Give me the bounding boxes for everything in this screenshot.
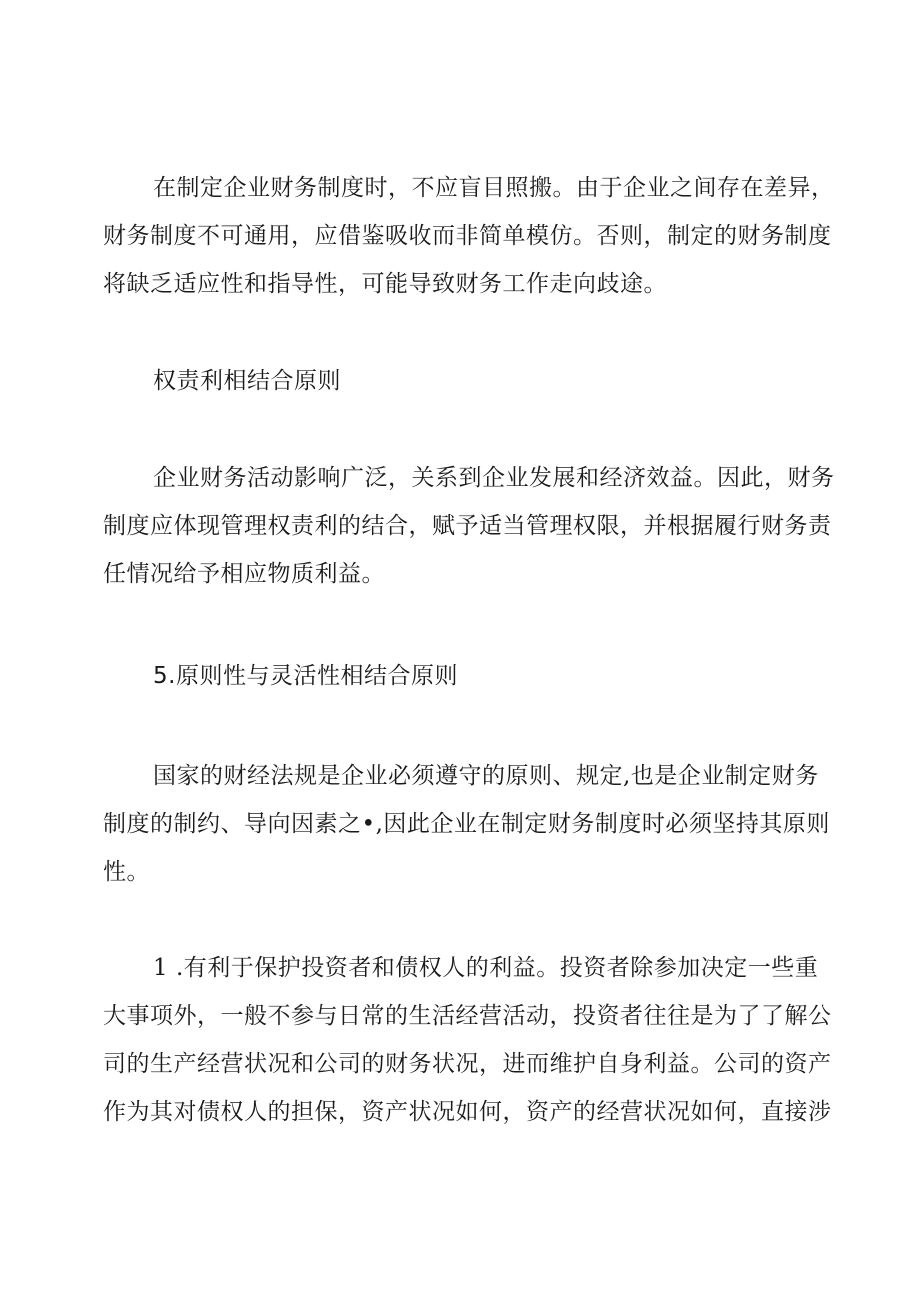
paragraph-line: 大事项外，一般不参与日常的生活经营活动，投资者往往是为了了解公 (103, 1003, 832, 1029)
paragraph-line: 司的生产经营状况和公司的财务状况，进而维护自身利益。公司的资产 (103, 1051, 832, 1077)
section-heading-rights-responsibilities: 权责利相结合原则 (153, 368, 341, 394)
paragraph-line: 性。 (103, 859, 150, 885)
paragraph-rights-responsibilities (103, 454, 835, 598)
paragraph-no-blind-copy (103, 164, 835, 308)
paragraph-line: 在制定企业财务制度时，不应盲目照搬。由于企业之间存在差异， (153, 175, 835, 201)
paragraph-line: 企业财务活动影响广泛，关系到企业发展和经济效益。因此，财务 (153, 465, 835, 491)
paragraph-line: 将缺乏适应性和指导性，可能导致财务工作走向歧途。 (103, 271, 667, 297)
paragraph-line: 作为其对债权人的担保，资产状况如何，资产的经营状况如何，直接涉 (103, 1099, 832, 1125)
paragraph-line: 制度的制约、导向因素之•,因此企业在制定财务制度时必须坚持其原则 (103, 811, 830, 837)
section-heading-principle-flexibility: 5.原则性与灵活性相结合原则 (153, 663, 458, 689)
paragraph-line: 制度应体现管理权责利的结合，赋予适当管理权限，并根据履行财务责 (103, 513, 832, 539)
paragraph-line: 1 .有利于保护投资者和债权人的利益。投资者除参加决定一些重 (153, 955, 819, 981)
paragraph-line: 国家的财经法规是企业必须遵守的原则、规定,也是企业制定财务 (153, 763, 819, 789)
paragraph-line: 任情况给予相应物质利益。 (103, 561, 385, 587)
paragraph-financial-regulations (103, 752, 830, 896)
paragraph-line: 财务制度不可通用，应借鉴吸收而非简单模仿。否则，制定的财务制度 (103, 223, 832, 249)
paragraph-protect-investors (103, 944, 832, 1136)
